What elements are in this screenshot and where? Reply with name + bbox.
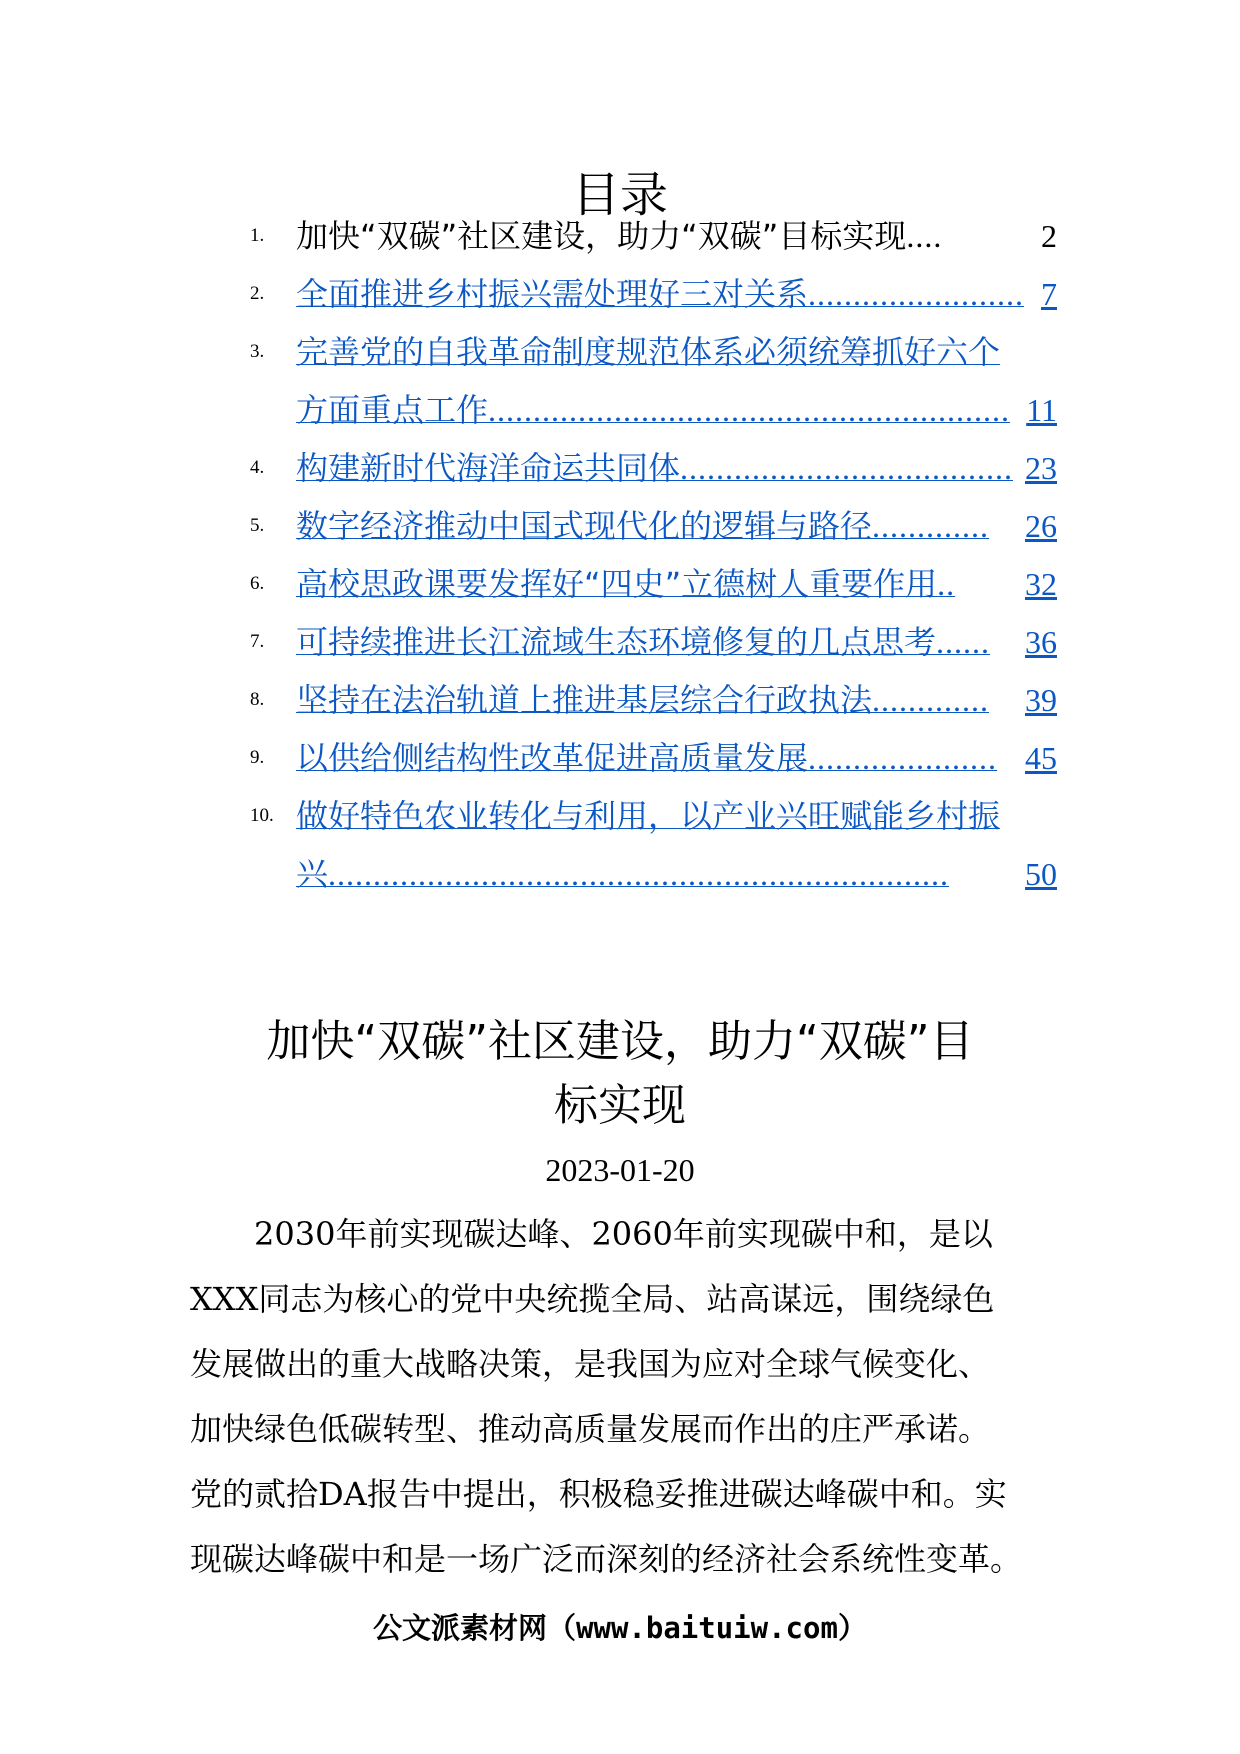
toc-item-number: 3. bbox=[250, 341, 265, 362]
article-body-line: 党的贰拾DA报告中提出，积极稳妥推进碳达峰碳中和。实 bbox=[190, 1475, 1007, 1513]
toc-item-text: 方面重点工作 bbox=[296, 391, 489, 429]
toc-leader-dots: ............. bbox=[872, 682, 990, 718]
article-title bbox=[150, 1010, 1090, 1138]
toc-page-number: 23 bbox=[1024, 446, 1057, 490]
toc-leader-dots: .......................................................... bbox=[488, 392, 1011, 428]
toc-leader-dots: ..................................... bbox=[680, 450, 1014, 486]
toc-item-link[interactable] bbox=[296, 330, 1057, 374]
toc-item-text: 构建新时代海洋命运共同体 bbox=[296, 449, 681, 487]
toc-item-link[interactable] bbox=[296, 272, 1057, 316]
article-title-line2: 标实现 bbox=[554, 1080, 686, 1131]
article-body-line: 发展做出的重大战略决策，是我国为应对全球气候变化、 bbox=[190, 1345, 991, 1383]
toc-item-number: 5. bbox=[250, 515, 265, 536]
toc-page-number: 39 bbox=[1024, 678, 1057, 722]
toc-item-number: 4. bbox=[250, 457, 265, 478]
toc-item-number: 10. bbox=[250, 805, 274, 826]
article-date: 2023-01-20 bbox=[545, 1152, 695, 1188]
toc-page-number: 45 bbox=[1024, 736, 1057, 780]
toc-item-text: 完善党的自我革命制度规范体系必须统筹抓好六个 bbox=[296, 333, 1001, 371]
toc-item-link[interactable] bbox=[296, 678, 1057, 722]
toc-item-number: 1. bbox=[250, 225, 265, 246]
toc-item-link[interactable] bbox=[296, 620, 1057, 664]
article-title-line1: 加快“双碳”社区建设，助力“双碳”目 bbox=[266, 1016, 974, 1067]
toc-item-link[interactable] bbox=[296, 852, 1057, 896]
article-body-line: 2030年前实现碳达峰、2060年前实现碳中和，是以 bbox=[254, 1215, 993, 1253]
toc-item-link[interactable] bbox=[296, 504, 1057, 548]
toc-item-link[interactable] bbox=[296, 562, 1057, 606]
article-body-line: 现碳达峰碳中和是一场广泛而深刻的经济社会系统性变革。 bbox=[190, 1540, 1023, 1578]
toc-item-text: 坚持在法治轨道上推进基层综合行政执法 bbox=[296, 681, 873, 719]
toc-leader-dots: ............. bbox=[872, 508, 990, 544]
toc-leader-dots: ..................... bbox=[808, 740, 998, 776]
toc-leader-dots: ...... bbox=[936, 624, 991, 660]
toc-item-text: 全面推进乡村振兴需处理好三对关系 bbox=[296, 275, 809, 313]
toc-page-number: 36 bbox=[1024, 620, 1057, 664]
toc-item-number: 2. bbox=[250, 283, 265, 304]
toc-item-link[interactable] bbox=[296, 736, 1057, 780]
toc-leader-dots: ..................................................................... bbox=[328, 856, 950, 892]
article-body bbox=[190, 1202, 1050, 1592]
article-body-line: XXX同志为核心的党中央统揽全局、站高谋远，围绕绿色 bbox=[190, 1280, 995, 1318]
toc-item-text: 高校思政课要发挥好“四史”立德树人重要作用 bbox=[296, 565, 938, 603]
toc-page-number: 7 bbox=[1040, 272, 1057, 316]
footer-watermark: 公文派素材网（www.baituiw.com） bbox=[373, 1611, 867, 1645]
toc-page-number: 26 bbox=[1024, 504, 1057, 548]
toc-item bbox=[296, 214, 1057, 258]
toc-item-text: 做好特色农业转化与利用，以产业兴旺赋能乡村振 bbox=[296, 797, 1001, 835]
toc-item-text: 数字经济推动中国式现代化的逻辑与路径 bbox=[296, 507, 873, 545]
toc-page-number: 11 bbox=[1025, 388, 1057, 432]
toc-item-number: 8. bbox=[250, 689, 265, 710]
toc-page-number: 2 bbox=[1040, 214, 1057, 258]
article-body-line: 加快绿色低碳转型、推动高质量发展而作出的庄严承诺。 bbox=[190, 1410, 991, 1448]
toc-leader-dots: .. bbox=[937, 566, 956, 602]
toc-item-link[interactable] bbox=[296, 388, 1057, 432]
toc-item-number: 6. bbox=[250, 573, 265, 594]
toc-item-text: 以供给侧结构性改革促进高质量发展 bbox=[296, 739, 809, 777]
toc-leader-dots: .... bbox=[906, 218, 943, 254]
toc-item-text: 兴 bbox=[296, 855, 329, 893]
toc-item-number: 9. bbox=[250, 747, 265, 768]
toc-item-link[interactable] bbox=[296, 446, 1057, 490]
toc-leader-dots: ........................ bbox=[808, 276, 1025, 312]
toc-title: 目录 bbox=[571, 167, 668, 223]
toc-item-number: 7. bbox=[250, 631, 265, 652]
toc-page-number: 50 bbox=[1024, 852, 1057, 896]
toc-page-number: 32 bbox=[1024, 562, 1057, 606]
toc-item-text: 可持续推进长江流域生态环境修复的几点思考 bbox=[296, 623, 937, 661]
toc-item-link[interactable] bbox=[296, 794, 1057, 838]
toc-item-text: 加快“双碳”社区建设，助力“双碳”目标实现 bbox=[296, 217, 907, 255]
